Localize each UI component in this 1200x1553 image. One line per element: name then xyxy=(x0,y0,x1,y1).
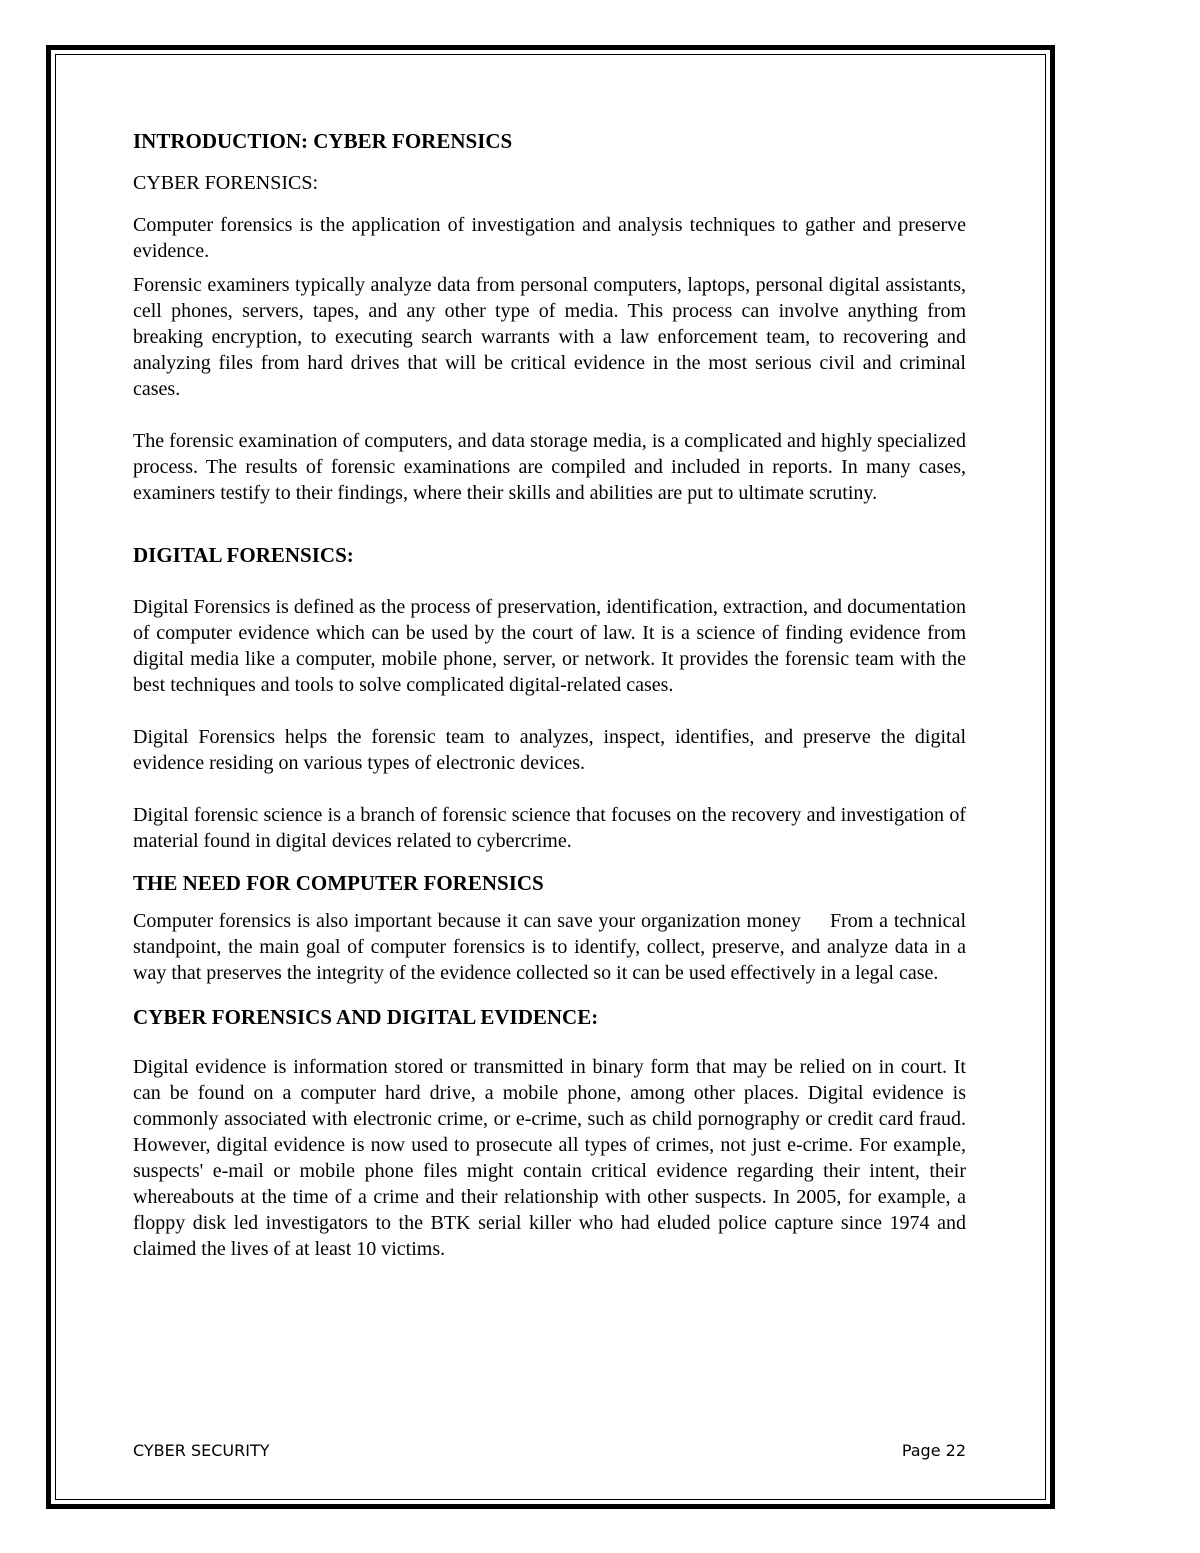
section-heading-cyber-forensics-digital-evidence: CYBER FORENSICS AND DIGITAL EVIDENCE: xyxy=(133,1005,599,1029)
paragraph: Digital forensic science is a branch of forensic science that focuses on the recovery and investigation of material found in digital devices related to cybercrime. xyxy=(133,804,966,852)
section-heading-need-for-computer-forensics: THE NEED FOR COMPUTER FORENSICS xyxy=(133,871,544,895)
paragraph: Digital evidence is information stored or transmitted in binary form that may be relied on in court. It can be found on a computer hard drive, a mobile phone, among other places. Digital evidence is commonly associated with electronic crime, or e-crime, such as child pornography or credit card fraud. However, digital evidence is now used to prosecute all types of crimes, not just e-crime. For example, suspects' e-mail or mobile phone files might contain critical evidence regarding their intent, their whereabouts at the time of a crime and their relationship with other suspects. In 2005, for example, a floppy disk led investigators to the BTK serial killer who had eluded police capture since 1974 and claimed the lives of at least 10 victims. xyxy=(133,1056,966,1260)
page-number: Page 22 xyxy=(901,1441,966,1460)
paragraph: Computer forensics is the application of investigation and analysis techniques to gather and preserve evidence. xyxy=(133,214,966,262)
subheading-cyber-forensics: CYBER FORENSICS: xyxy=(133,172,319,194)
section-heading-introduction: INTRODUCTION: CYBER FORENSICS xyxy=(133,129,513,153)
section-heading-digital-forensics: DIGITAL FORENSICS: xyxy=(133,543,354,567)
paragraph: Digital Forensics helps the forensic team to analyzes, inspect, identifies, and preserve the digital evidence residing on various types of electronic devices. xyxy=(133,726,966,774)
paragraph: Forensic examiners typically analyze data from personal computers, laptops, personal digital assistants, cell phones, servers, tapes, and any other type of media. This process can involve anything from breaking encryption, to executing search warrants with a law enforcement team, to recovering and analyzing files from hard drives that will be critical evidence in the most serious civil and criminal cases. xyxy=(133,274,966,400)
page-footer xyxy=(133,1441,966,1461)
paragraph: Digital Forensics is defined as the process of preservation, identification, extraction, and documentation of computer evidence which can be used by the court of law. It is a science of finding evidence from digital media like a computer, mobile phone, server, or network. It provides the forensic team with the best techniques and tools to solve complicated digital-related cases. xyxy=(133,596,966,696)
paragraph: The forensic examination of computers, and data storage media, is a complicated and highly specialized process. The results of forensic examinations are compiled and included in reports. In many cases, examiners testify to their findings, where their skills and abilities are put to ultimate scrutiny. xyxy=(133,430,966,504)
footer-title: CYBER SECURITY xyxy=(133,1441,270,1460)
document-body xyxy=(133,128,971,1262)
paragraph: Computer forensics is also important because it can save your organization money From a technical standpoint, the main goal of computer forensics is to identify, collect, preserve, and analyze data in a way that preserves the integrity of the evidence collected so it can be used effectively in a legal case. xyxy=(133,910,971,984)
